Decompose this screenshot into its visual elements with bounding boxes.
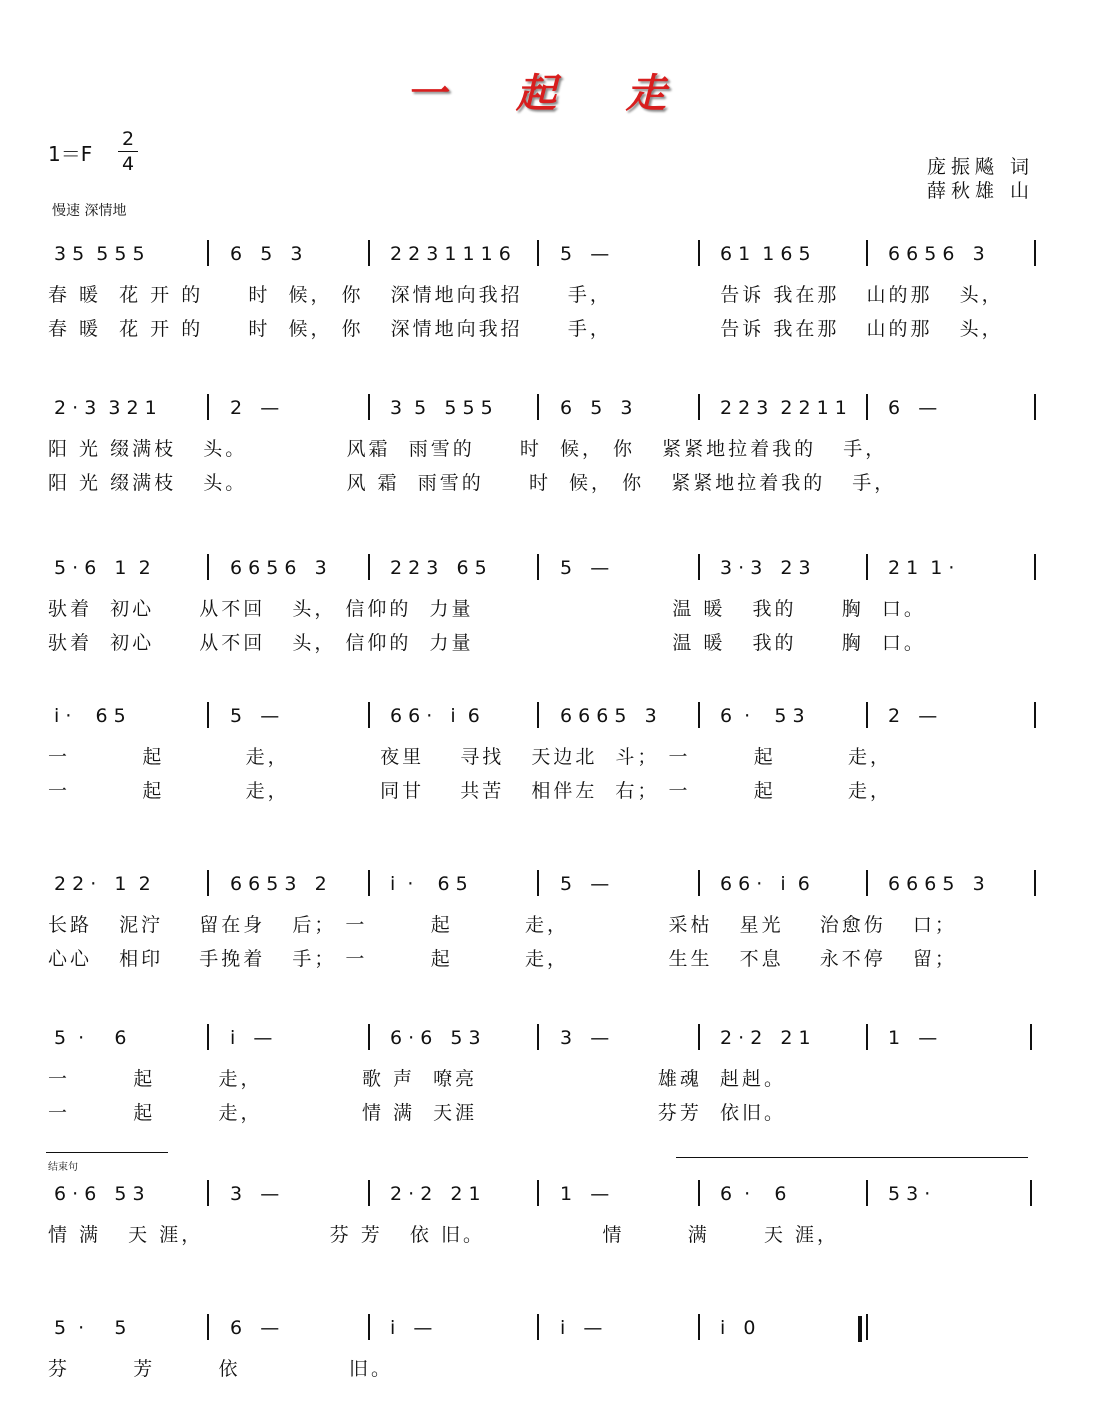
measure-notes: 6 5 3 (230, 243, 303, 265)
bar-line (537, 1180, 539, 1206)
measure-notes: 2 2 3 2 2 1 1 (720, 397, 847, 419)
measure-notes: 3 — (230, 1183, 280, 1205)
bar-line (368, 1180, 370, 1206)
measure-notes: 6 6 · i 6 (720, 873, 810, 895)
measure-notes: 5 · 5 (54, 1317, 127, 1339)
bar-line (537, 394, 539, 420)
measure-notes: 2 2 · 1 2 (54, 873, 151, 895)
bar-line (1030, 1180, 1032, 1206)
lyric-line: 阳 光 缀满枝 头。 风 霜 雨雪的 时 候， 你 紧紧地拉着我的 手， (48, 472, 897, 494)
bar-line (368, 870, 370, 896)
key-signature: 1＝F (48, 142, 93, 166)
measure-notes: 3 · 3 2 3 (720, 557, 811, 579)
bar-line (368, 1024, 370, 1050)
measure-notes: 2 · 2 2 1 (720, 1027, 811, 1049)
bar-line (866, 240, 868, 266)
measure-notes: 6 · 6 (720, 1183, 787, 1205)
measure-notes: 5 — (560, 557, 610, 579)
bar-line (866, 1314, 868, 1340)
bar-line (1034, 394, 1036, 420)
bar-line (698, 394, 700, 420)
bar-line (866, 1024, 868, 1050)
measure-notes: 5 · 6 1 2 (54, 557, 151, 579)
lyric-line: 情 满 天 涯， 芬 芳 依 旧。 情 满 天 涯， (48, 1224, 840, 1246)
lyric-line: 一 起 走， 歌 声 嘹亮 雄魂 赳赳。 (48, 1068, 786, 1090)
bar-line (207, 554, 209, 580)
measure-notes: 3 — (560, 1027, 610, 1049)
measure-notes: 5 — (560, 873, 610, 895)
bar-line (368, 1314, 370, 1340)
bar-line (698, 702, 700, 728)
measure-notes: i · 6 5 (390, 873, 468, 895)
bar-line (537, 240, 539, 266)
bar-line (207, 240, 209, 266)
bar-line (1030, 1024, 1032, 1050)
lyric-line: 一 起 走， 情 满 天涯 芬芳 依旧。 (48, 1102, 786, 1124)
measure-notes: 6 6 5 3 2 (230, 873, 327, 895)
time-signature (118, 128, 138, 175)
measure-notes: 3 5 5 5 5 (390, 397, 493, 419)
measure-notes: 6 · 5 3 (720, 705, 805, 727)
lyric-line: 驮着 初心 从不回 头， 信仰的 力量 温 暖 我的 胸 口。 (48, 632, 926, 654)
lyric-line: 一 起 走， 夜里 寻找 天边北 斗； 一 起 走， (48, 746, 893, 768)
measure-notes: 5 3 · (888, 1183, 931, 1205)
measure-notes: 6 1 1 6 5 (720, 243, 811, 265)
time-sig-top: 2 (121, 128, 135, 150)
bar-line (207, 702, 209, 728)
bar-line (866, 1180, 868, 1206)
final-bar (858, 1316, 862, 1342)
measure-notes: 5 · 6 (54, 1027, 127, 1049)
measure-notes: 6 6 6 5 3 (560, 705, 657, 727)
composer-credit: 薛秋雄 山 (926, 180, 1034, 202)
bar-line (1034, 702, 1036, 728)
bar-line (537, 1314, 539, 1340)
measure-notes: 6 — (230, 1317, 280, 1339)
bar-line (866, 394, 868, 420)
lyric-line: 春 暖 花 开 的 时 候， 你 深情地向我招 手， 告诉 我在那 山的那 头， (48, 318, 1004, 340)
coda-rule-right (676, 1157, 1028, 1158)
bar-line (368, 702, 370, 728)
measure-notes: 2 2 3 6 5 (390, 557, 487, 579)
lyric-line: 长路 泥泞 留在身 后； 一 起 走， 采枯 星光 治愈伤 口； (48, 914, 957, 936)
bar-line (207, 1180, 209, 1206)
bar-line (537, 870, 539, 896)
measure-notes: i — (390, 1317, 433, 1339)
bar-line (537, 702, 539, 728)
lyric-line: 一 起 走， 同甘 共苦 相伴左 右； 一 起 走， (48, 780, 893, 802)
song-title: 一 起 走 (406, 70, 694, 117)
measure-notes: i — (560, 1317, 603, 1339)
bar-line (537, 1024, 539, 1050)
bar-line (1034, 554, 1036, 580)
measure-notes: 6 6 · i 6 (390, 705, 480, 727)
measure-notes: i 0 (720, 1317, 756, 1339)
coda-label: 结束句 (48, 1162, 78, 1173)
bar-line (1034, 240, 1036, 266)
bar-line (866, 702, 868, 728)
bar-line (698, 240, 700, 266)
measure-notes: 5 — (230, 705, 280, 727)
measure-notes: i · 6 5 (54, 705, 126, 727)
measure-notes: i — (230, 1027, 273, 1049)
measure-notes: 6 5 3 (560, 397, 633, 419)
time-sig-bottom: 4 (121, 153, 135, 175)
lyric-line: 春 暖 花 开 的 时 候， 你 深情地向我招 手， 告诉 我在那 山的那 头， (48, 284, 1004, 306)
bar-line (207, 870, 209, 896)
measure-notes: 1 — (560, 1183, 610, 1205)
bar-line (207, 1024, 209, 1050)
lyric-line: 芬 芳 依 旧。 (48, 1358, 394, 1380)
bar-line (698, 1180, 700, 1206)
bar-line (207, 1314, 209, 1340)
bar-line (698, 870, 700, 896)
bar-line (368, 554, 370, 580)
measure-notes: 6 · 6 5 3 (390, 1027, 481, 1049)
measure-notes: 2 1 1 · (888, 557, 955, 579)
measure-notes: 6 6 5 6 3 (230, 557, 327, 579)
measure-notes: 6 · 6 5 3 (54, 1183, 145, 1205)
measure-notes: 5 — (560, 243, 610, 265)
bar-line (537, 554, 539, 580)
measure-notes: 6 6 6 5 3 (888, 873, 985, 895)
tempo-marking: 慢速 深情地 (52, 203, 127, 219)
measure-notes: 6 6 5 6 3 (888, 243, 985, 265)
bar-line (698, 554, 700, 580)
measure-notes: 1 — (888, 1027, 938, 1049)
lyric-line: 阳 光 缀满枝 头。 风霜 雨雪的 时 候， 你 紧紧地拉着我的 手， (48, 438, 888, 460)
measure-notes: 2 · 3 3 2 1 (54, 397, 157, 419)
coda-rule-left (46, 1152, 168, 1153)
lyricist-credit: 庞振飚 词 (926, 156, 1034, 178)
measure-notes: 2 2 3 1 1 1 6 (390, 243, 511, 265)
bar-line (368, 240, 370, 266)
bar-line (1034, 870, 1036, 896)
bar-line (866, 554, 868, 580)
measure-notes: 2 — (888, 705, 938, 727)
bar-line (698, 1314, 700, 1340)
bar-line (866, 870, 868, 896)
bar-line (207, 394, 209, 420)
measure-notes: 2 — (230, 397, 280, 419)
lyric-line: 心心 相印 手挽着 手； 一 起 走， 生生 不息 永不停 留； (48, 948, 957, 970)
lyric-line: 驮着 初心 从不回 头， 信仰的 力量 温 暖 我的 胸 口。 (48, 598, 926, 620)
bar-line (698, 1024, 700, 1050)
measure-notes: 6 — (888, 397, 938, 419)
measure-notes: 2 · 2 2 1 (390, 1183, 481, 1205)
bar-line (368, 394, 370, 420)
measure-notes: 3 5 5 5 5 (54, 243, 145, 265)
